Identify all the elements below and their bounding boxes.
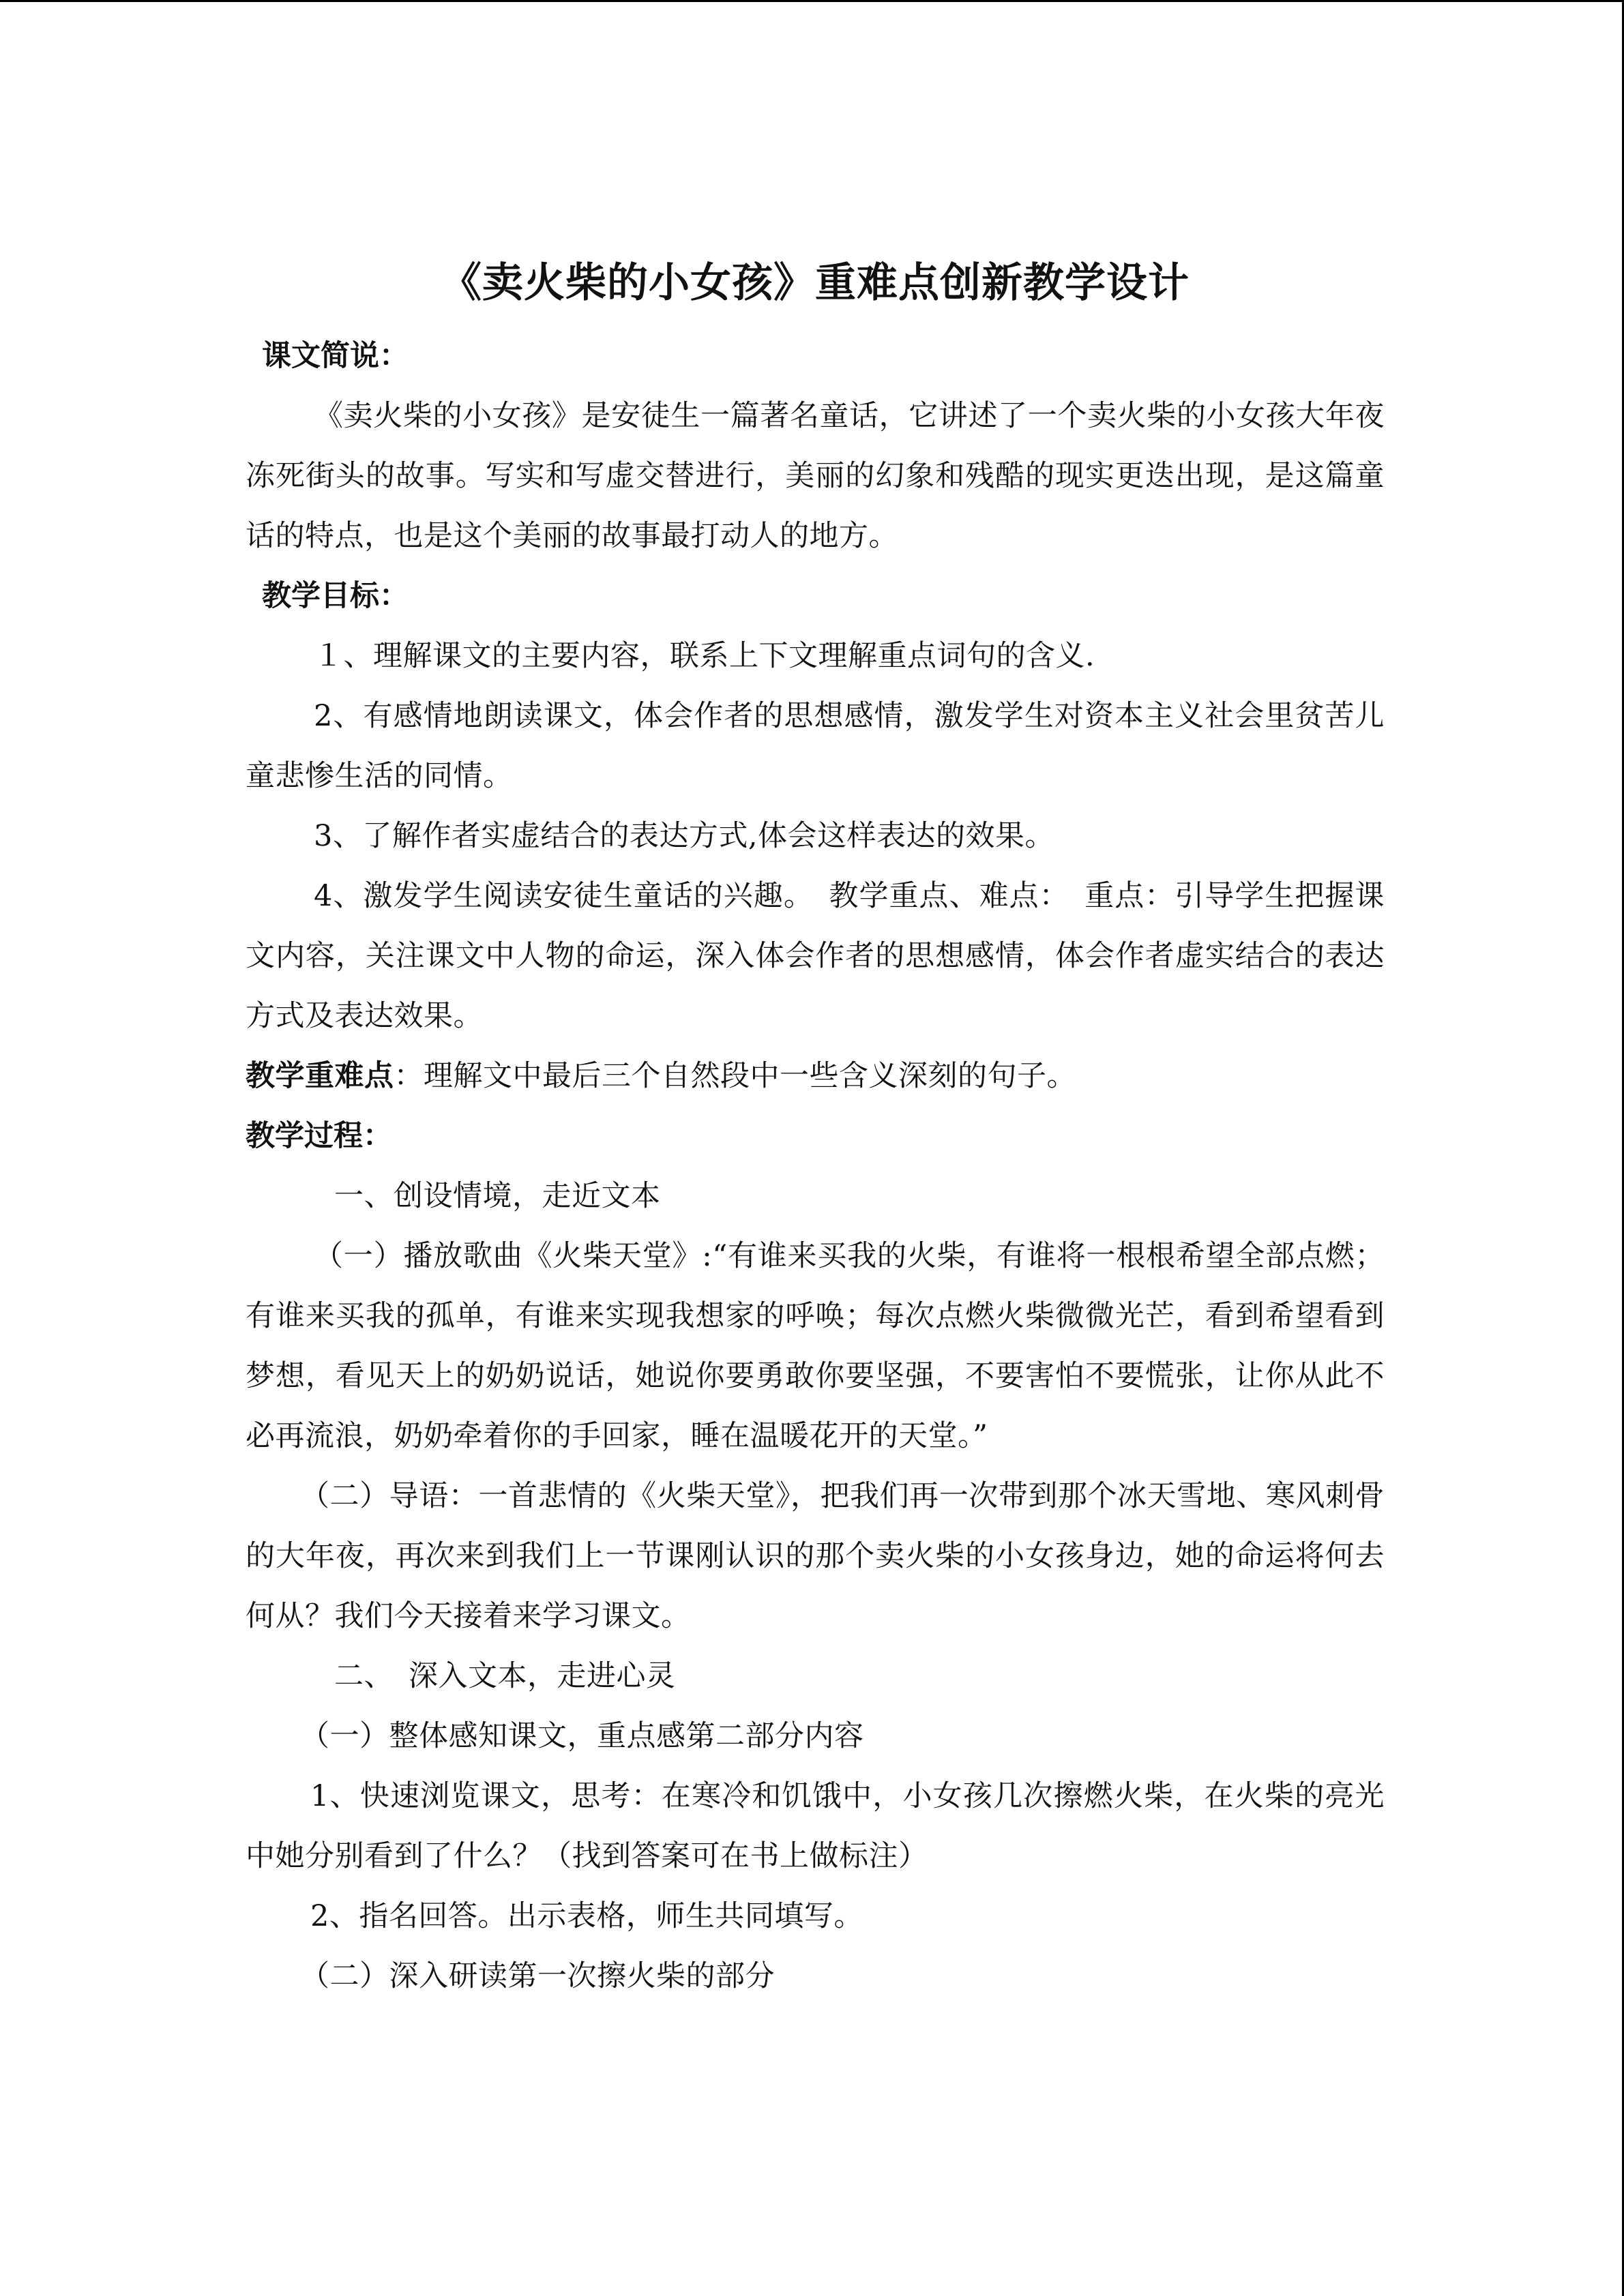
process-step-2-1: （一）整体感知课文，重点感第二部分内容 <box>300 1719 864 1753</box>
process-step-2-1-2: 2、指名回答。出示表格，师生共同填写。 <box>310 1899 863 1933</box>
goals-heading: 教学目标： <box>262 579 409 613</box>
process-heading: 教学过程： <box>246 1119 392 1153</box>
page-title: 《卖火柴的小女孩》重难点创新教学设计 <box>441 259 1190 307</box>
document-body <box>246 252 1385 2006</box>
process-step-1-1: （一）播放歌曲《火柴天堂》:“有谁来买我的火柴，有谁将一根根希望全部点燃；有谁来买我的孤单，有谁来实现我想家的呼唤；每次点燃火柴微微光芒，看到希望看到梦想，看见天上的奶奶说话，她说你要勇敢你要坚强，不要害怕不要慌张，让你从此不必再流浪，奶奶牵着你的手回家，睡在温暖花开的天堂。” <box>246 1239 1385 1453</box>
process-step-2-2: （二）深入研读第一次擦火柴的部分 <box>300 1959 775 1993</box>
difficulty-label: 教学重难点 <box>246 1059 394 1093</box>
process-step-2: 二、 深入文本，走进心灵 <box>334 1659 676 1693</box>
intro-heading: 课文简说： <box>262 339 409 373</box>
process-step-2-1-1: 1、快速浏览课文，思考：在寒冷和饥饿中，小女孩几次擦燃火柴，在火柴的亮光中她分别看到了什么？（找到答案可在书上做标注） <box>246 1779 1385 1873</box>
page-border-top <box>0 0 1624 2</box>
difficulty-paragraph <box>246 1046 1385 1106</box>
goal-item-4: 4、激发学生阅读安徒生童话的兴趣。 教学重点、难点： 重点：引导学生把握课文内容，关注课文中人物的命运，深入体会作者的思想感情，体会作者虚实结合的表达方式及表达效果。 <box>246 879 1385 1033</box>
goal-item-2: 2、有感情地朗读课文，体会作者的思想感情，激发学生对资本主义社会里贫苦儿童悲惨生活的同情。 <box>246 699 1385 793</box>
difficulty-text: ：理解文中最后三个自然段中一些含义深刻的句子。 <box>394 1059 1076 1093</box>
process-step-1-2: （二）导语：一首悲情的《火柴天堂》，把我们再一次带到那个冰天雪地、寒风刺骨的大年夜，再次来到我们上一节课刚认识的那个卖火柴的小女孩身边，她的命运将何去何从？我们今天接着来学习课文。 <box>246 1479 1385 1633</box>
intro-paragraph: 《卖火柴的小女孩》是安徒生一篇著名童话，它讲述了一个卖火柴的小女孩大年夜冻死街头的故事。写实和写虚交替进行，美丽的幻象和残酷的现实更迭出现，是这篇童话的特点，也是这个美丽的故事最打动人的地方。 <box>246 399 1385 553</box>
goal-item-1: １、理解课文的主要内容，联系上下文理解重点词句的含义. <box>314 639 1095 673</box>
process-step-1: 一、创设情境，走近文本 <box>334 1179 661 1213</box>
goal-item-3: 3、了解作者实虚结合的表达方式,体会这样表达的效果。 <box>314 819 1055 853</box>
